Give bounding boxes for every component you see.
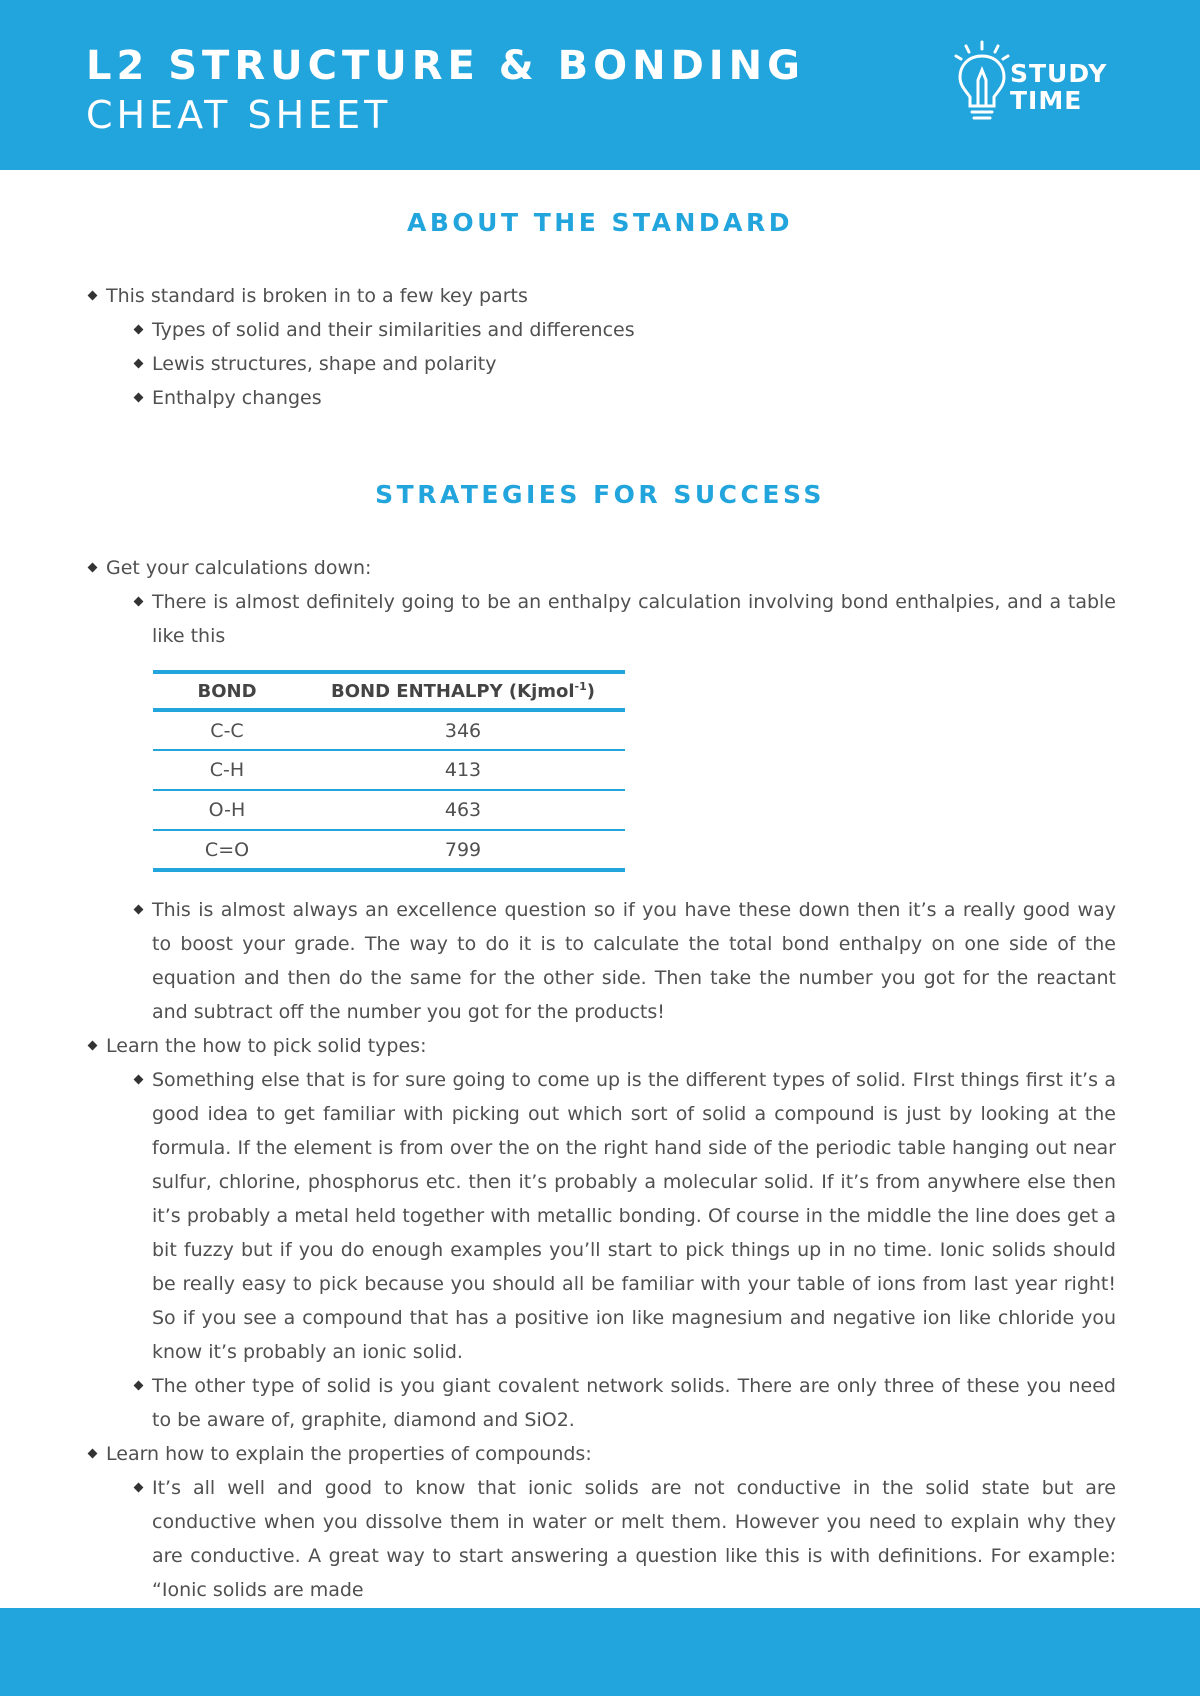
logo-line-1: STUDY (1010, 59, 1108, 88)
col-enthalpy-header (301, 672, 625, 710)
solid-point: The other type of solid is you giant covalent network solids. There are only three of these you need to be aware of, graphite, diamond and SiO2. (86, 1369, 1116, 1437)
table-row (153, 750, 625, 790)
strategy-list (86, 893, 1116, 1607)
header-banner (0, 0, 1200, 170)
bond-cell: C-H (153, 750, 301, 790)
calc-point: This is almost always an excellence question so if you have these down then it’s a really good way to boost your grade. The way to do it is to calculate the total bond enthalpy on one side of the equation and then do the same for the other side. Then take the number you got for the reactant and subtract off the number you got for the products! (86, 893, 1116, 1029)
logo-line-2: TIME (1010, 86, 1083, 115)
bond-enthalpy-table (153, 670, 625, 872)
table-row (153, 830, 625, 870)
props-point: It’s all well and good to know that ionic solids are not conductive in the solid state but are conductive when you dissolve them in water or melt them. However you need to explain why they are conductive. A great way to start answering a question like this is with definitions. For example: “Ionic solids are made (86, 1471, 1116, 1607)
about-intro: This standard is broken in to a few key parts (86, 279, 1116, 313)
bond-cell: C-C (153, 710, 301, 750)
col-bond-header: BOND (197, 680, 257, 702)
bond-cell: O-H (153, 790, 301, 830)
about-heading: ABOUT THE STANDARD (407, 208, 793, 237)
logo-text (1010, 60, 1107, 114)
lightbulb-icon (952, 40, 1012, 126)
solid-point: Something else that is for sure going to come up is the different types of solid. FIrst things first it’s a good idea to get familiar with picking out which sort of solid a compound is just by looking at the formula. If the element is from over the on the right hand side of the periodic table hanging out near sulfur, chlorine, phosphorus etc. then it’s probably a molecular solid. If it’s from anywhere else then it’s probably a metal held together with metallic bonding. Of course in the middle the line does get a bit fuzzy but if you do enough examples you’ll start to pick things up in no time. Ionic solids should be really easy to pick because you should all be familiar with your table of ions from last year right! So if you see a compound that has a positive ion like magnesium and negative ion like chloride you know it’s probably an ionic solid. (86, 1063, 1116, 1369)
footer-banner (0, 1608, 1200, 1696)
about-list (86, 279, 1116, 415)
study-time-logo (952, 40, 1122, 126)
table-row (153, 710, 625, 750)
enthalpy-cell: 346 (301, 710, 625, 750)
calc-list (86, 551, 1116, 653)
about-item: Types of solid and their similarities and differences (86, 313, 1116, 347)
about-item: Lewis structures, shape and polarity (86, 347, 1116, 381)
strategies-heading: STRATEGIES FOR SUCCESS (375, 480, 825, 509)
col-enthalpy-close: ) (586, 681, 595, 702)
enthalpy-cell: 463 (301, 790, 625, 830)
page-title: L2 STRUCTURE & BONDING (86, 43, 805, 89)
calc-heading: Get your calculations down: (86, 551, 1116, 585)
table-header-row (153, 672, 625, 710)
page-subtitle: CHEAT SHEET (86, 93, 392, 137)
col-enthalpy-label: BOND ENTHALPY (Kjmol (331, 681, 575, 702)
about-item: Enthalpy changes (86, 381, 1116, 415)
table-row (153, 790, 625, 830)
solid-heading: Learn the how to pick solid types: (86, 1029, 1116, 1063)
col-enthalpy-unit-sup: -1 (574, 680, 587, 693)
enthalpy-cell: 413 (301, 750, 625, 790)
calc-point: There is almost definitely going to be an enthalpy calculation involving bond enthalpies, and a table like this (86, 585, 1116, 653)
bond-cell: C=O (153, 830, 301, 870)
props-heading: Learn how to explain the properties of compounds: (86, 1437, 1116, 1471)
enthalpy-cell: 799 (301, 830, 625, 870)
